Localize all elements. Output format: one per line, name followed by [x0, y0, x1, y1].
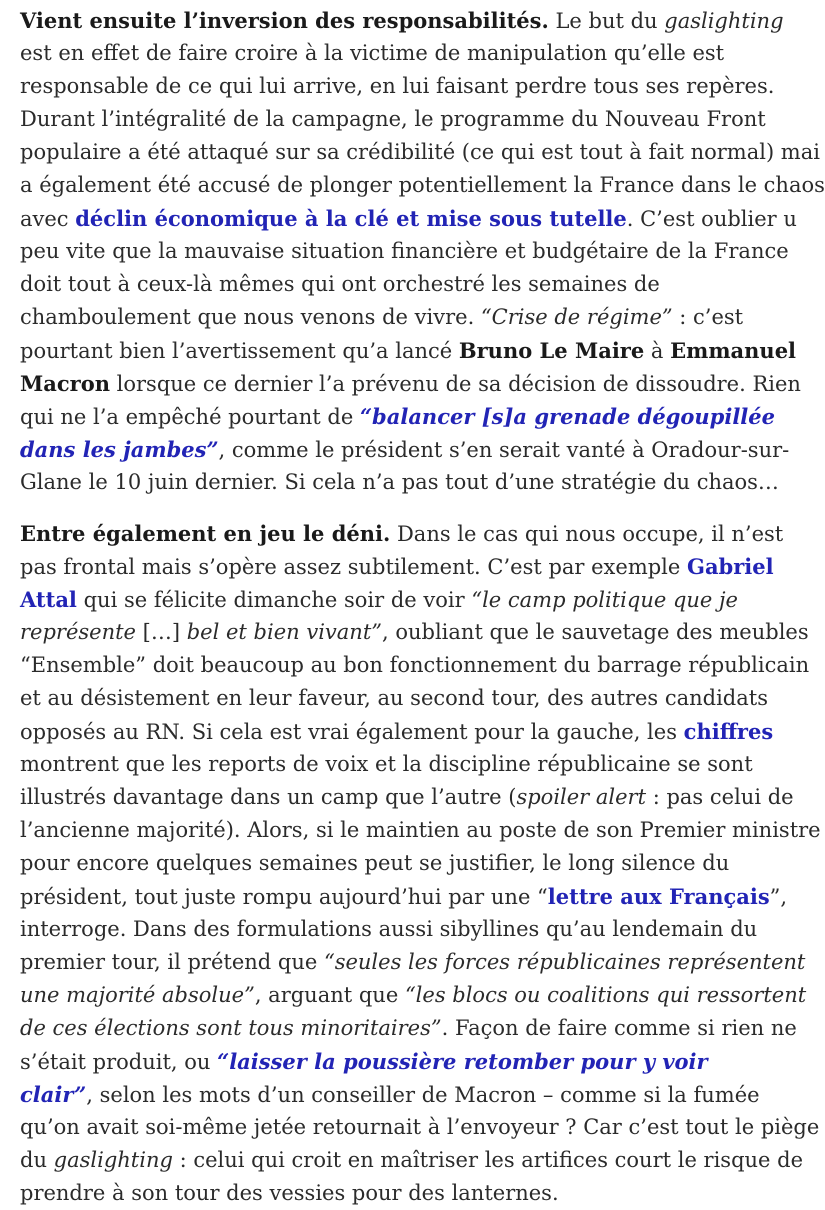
- text-run: populaire a été attaqué sur sa crédibilité (ce qui est tout à fait normal) mai: [20, 140, 820, 164]
- text-line: [20, 268, 780, 301]
- link-grenade-degoupillee[interactable]: dans les jambes”: [20, 437, 219, 462]
- text-run: Glane le 10 juin dernier. Si cela n’a pas tout d’une stratégie du chaos…: [20, 470, 779, 494]
- text-line: [20, 400, 780, 433]
- paragraph-1: [20, 4, 825, 499]
- text-run: prendre à son tour des vessies pour des lanternes.: [20, 1181, 559, 1205]
- italic-quote: “le camp politique que je: [471, 588, 738, 612]
- text-line: [20, 649, 810, 682]
- text-run: peu vite que la mauvaise situation financière et budgétaire de la France: [20, 239, 789, 263]
- text-run: , selon les mots d’un conseiller de Macron – comme si la fumée: [86, 1083, 760, 1107]
- text-line: [20, 70, 780, 103]
- link-lettre-aux-francais[interactable]: lettre aux Français: [547, 884, 770, 909]
- text-run: qui se félicite dimanche soir de voir: [76, 588, 472, 612]
- text-run: pourtant bien l’avertissement qu’a lancé: [20, 339, 459, 363]
- text-run: qu’on avait soi-même jetée retournait à l’envoyeur ? Car c’est tout le piège: [20, 1115, 820, 1139]
- link-laisser-la-poussiere[interactable]: “laisser la poussière retomber pour y voir: [217, 1049, 708, 1074]
- text-run: : pas celui de: [646, 785, 794, 809]
- bold-name: Emmanuel: [670, 338, 797, 363]
- italic-quote: représente: [20, 620, 136, 644]
- link-chiffres[interactable]: chiffres: [683, 719, 774, 744]
- lead-sentence: Vient ensuite l’inversion des responsabilités.: [20, 8, 549, 33]
- lead-sentence: Entre également en jeu le déni.: [20, 521, 391, 546]
- bold-name: Bruno Le Maire: [458, 338, 645, 363]
- text-run: , comme le président s’en serait vanté à Oradour-sur-: [218, 438, 790, 462]
- text-line: [20, 979, 807, 1012]
- italic-quote: “les blocs ou coalitions qui ressortent: [404, 983, 807, 1007]
- text-line: [20, 37, 780, 70]
- text-run: l’ancienne majorité). Alors, si le maintien au poste de son Premier ministre: [20, 818, 821, 842]
- text-run: et au désistement en leur faveur, au second tour, des autres candidats: [20, 686, 768, 710]
- text-line: [20, 583, 780, 616]
- text-line: [20, 136, 820, 169]
- text-line: [20, 235, 789, 268]
- text-run: à: [644, 339, 671, 363]
- text-run: est en effet de faire croire à la victime de manipulation qu’elle est: [20, 41, 725, 65]
- paragraph-2: [20, 517, 821, 1210]
- text-run: président, tout juste rompu aujourd’hui par une “: [20, 885, 548, 909]
- italic-quote: de ces élections sont tous minoritaires”: [20, 1016, 442, 1040]
- text-line: [20, 103, 780, 136]
- italic-quote: gaslighting: [664, 9, 784, 33]
- text-line: [20, 169, 825, 202]
- text-run: du: [20, 1148, 54, 1172]
- text-line: [20, 913, 780, 946]
- text-line: [20, 946, 806, 979]
- text-line: [20, 880, 788, 913]
- text-run: ”,: [769, 885, 788, 909]
- text-line: [20, 682, 780, 715]
- bold-name: Macron: [20, 371, 110, 396]
- text-line: [20, 1078, 780, 1111]
- text-run: avec: [20, 207, 76, 231]
- text-run: . Façon de faire comme si rien ne: [441, 1016, 797, 1040]
- text-line: [20, 4, 784, 37]
- text-line: [20, 1012, 797, 1045]
- text-line: [20, 367, 801, 400]
- text-run: Durant l’intégralité de la campagne, le programme du Nouveau Front: [20, 107, 766, 131]
- text-run: chamboulement que nous venons de vivre.: [20, 305, 481, 329]
- link-gabriel-attal[interactable]: Attal: [20, 587, 77, 612]
- text-run: pour encore quelques semaines peut se justifier, le long silence du: [20, 851, 730, 875]
- text-line: [20, 814, 821, 847]
- text-line: [20, 1177, 780, 1210]
- text-run: . C’est oublier u: [626, 207, 797, 231]
- text-line: [20, 1111, 820, 1144]
- italic-quote: spoiler alert: [516, 785, 647, 809]
- link-gabriel-attal[interactable]: Gabriel: [687, 554, 774, 579]
- text-line: [20, 466, 780, 499]
- text-run: interroge. Dans des formulations aussi sibyllines qu’au lendemain du: [20, 917, 758, 941]
- text-line: [20, 334, 797, 367]
- text-run: premier tour, il prétend que: [20, 950, 324, 974]
- italic-quote: gaslighting: [53, 1148, 173, 1172]
- text-line: [20, 1045, 780, 1078]
- text-run: s’était produit, ou: [20, 1050, 218, 1074]
- text-run: opposés au RN. Si cela est vrai également pour la gauche, les: [20, 720, 684, 744]
- text-run: montrent que les reports de voix et la discipline républicaine se sont: [20, 752, 753, 776]
- text-run: […]: [135, 620, 187, 644]
- italic-quote: “seules les forces républicaines représentent: [323, 950, 806, 974]
- text-line: [20, 550, 780, 583]
- text-run: a également été accusé de plonger potentiellement la France dans le chaos: [20, 173, 825, 197]
- text-line: [20, 202, 797, 235]
- text-run: Dans le cas qui nous occupe, il n’est: [390, 522, 784, 546]
- text-run: : c’est: [672, 305, 744, 329]
- text-line: [20, 847, 780, 880]
- text-line: [20, 748, 780, 781]
- italic-quote: bel et bien vivant”: [186, 620, 382, 644]
- text-run: responsable de ce qui lui arrive, en lui faisant perdre tous ses repères.: [20, 74, 775, 98]
- text-line: [20, 433, 790, 466]
- text-run: illustrés davantage dans un camp que l’autre (: [20, 785, 517, 809]
- text-run: lorsque ce dernier l’a prévenu de sa décision de dissoudre. Rien: [109, 372, 801, 396]
- italic-quote: “Crise de régime”: [480, 305, 673, 329]
- link-grenade-degoupillee[interactable]: “balancer [s]a grenade dégoupillée: [359, 404, 776, 429]
- text-run: , arguant que: [254, 983, 405, 1007]
- link-declin-economique[interactable]: déclin économique à la clé et mise sous tutelle: [75, 206, 627, 231]
- link-laisser-la-poussiere[interactable]: clair”: [20, 1082, 87, 1107]
- text-line: [20, 616, 809, 649]
- text-line: [20, 1144, 804, 1177]
- text-run: : celui qui croit en maîtriser les artifices court le risque de: [172, 1148, 804, 1172]
- text-run: , oubliant que le sauvetage des meubles: [382, 620, 809, 644]
- text-run: qui ne l’a empêché pourtant de: [20, 405, 360, 429]
- text-line: [20, 301, 780, 334]
- text-run: doit tout à ceux-là mêmes qui ont orchestré les semaines de: [20, 272, 660, 296]
- article-body: [20, 4, 825, 1210]
- text-line: [20, 715, 780, 748]
- italic-quote: une majorité absolue”: [20, 983, 255, 1007]
- text-run: Le but du: [548, 9, 665, 33]
- text-run: pas frontal mais s’opère assez subtilement. C’est par exemple: [20, 555, 688, 579]
- text-run: “Ensemble” doit beaucoup au bon fonctionnement du barrage républicain: [20, 653, 810, 677]
- text-line: [20, 781, 794, 814]
- text-line: [20, 517, 784, 550]
